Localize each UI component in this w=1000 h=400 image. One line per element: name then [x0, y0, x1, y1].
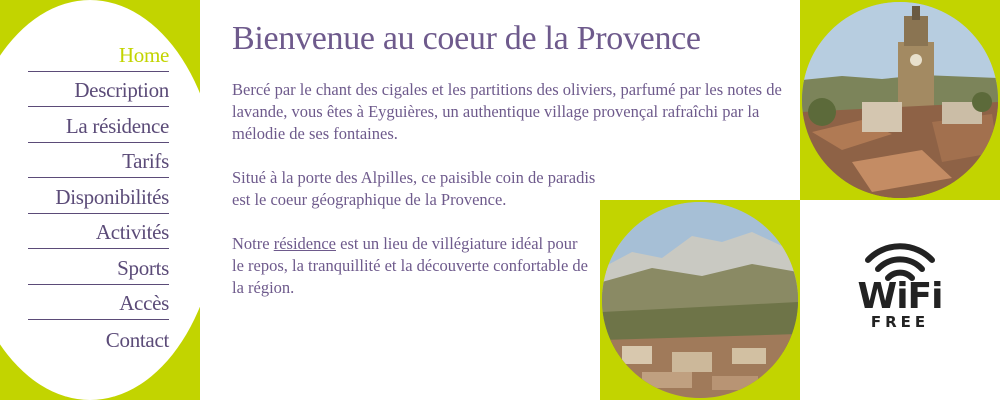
nav-link-activites[interactable]: Activités — [95, 220, 169, 244]
nav-item-description — [28, 72, 169, 108]
nav-link-description[interactable]: Description — [74, 78, 169, 102]
page-title: Bienvenue au coeur de la Provence — [232, 20, 701, 57]
residence-text-after: est un lieu de villégiature idéal pour le repos, la tranquillité et la découverte confortable de la région. — [232, 234, 588, 297]
intro-paragraph: Bercé par le chant des cigales et les partitions des oliviers, parfumé par les notes de lavande, vous êtes à Eyguières, un authentique village provençal rafraîchi par la mélodie de ses fontaines. — [232, 80, 782, 143]
nav-link-acces[interactable]: Accès — [119, 291, 169, 315]
village-tower-photo — [802, 2, 998, 198]
landscape-photo-frame — [600, 200, 800, 400]
wifi-free-label: FREE — [870, 313, 930, 331]
nav-link-residence[interactable]: La résidence — [65, 113, 169, 138]
main-navigation — [28, 36, 169, 356]
village-tower-photo-frame — [800, 0, 1000, 200]
nav-item-activites — [28, 214, 169, 250]
residence-paragraph — [232, 233, 592, 299]
village-tower-illustration — [802, 2, 998, 198]
location-paragraph: Situé à la porte des Alpilles, ce paisible coin de paradis est le coeur géographique de la Provence. — [232, 168, 596, 209]
nav-link-sports[interactable]: Sports — [117, 255, 169, 280]
wifi-free-badge — [800, 200, 1000, 400]
nav-link-tarifs[interactable]: Tarifs — [122, 149, 169, 173]
nav-item-disponibilites — [28, 178, 169, 214]
nav-link-disponibilites[interactable]: Disponibilités — [55, 184, 169, 209]
nav-link-contact[interactable]: Contact — [105, 327, 169, 352]
nav-item-contact — [28, 320, 169, 356]
nav-item-sports — [28, 249, 169, 285]
nav-link-home[interactable]: Home — [118, 42, 169, 67]
wifi-label: WiFi — [857, 276, 943, 317]
alpilles-landscape-photo — [602, 202, 798, 398]
nav-item-acces — [28, 285, 169, 321]
residence-link[interactable]: résidence — [273, 234, 336, 253]
nav-item-residence — [28, 107, 169, 143]
alpilles-landscape-illustration — [602, 202, 798, 398]
nav-panel — [0, 0, 200, 400]
residence-text-before: Notre — [232, 234, 274, 253]
nav-item-home — [28, 36, 169, 72]
nav-item-tarifs — [28, 143, 169, 179]
